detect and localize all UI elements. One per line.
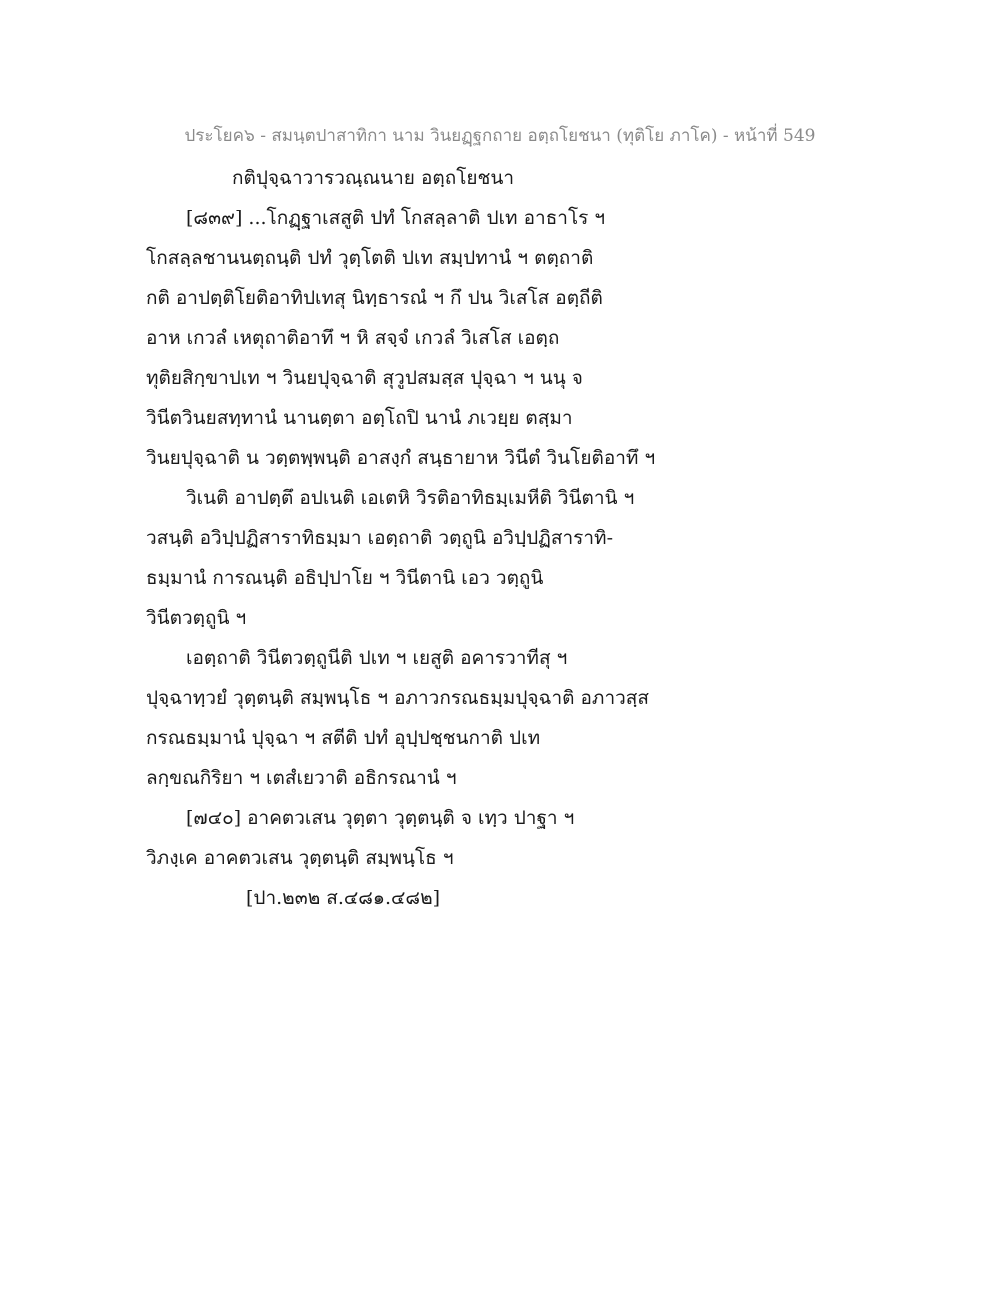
paragraph-line: [๗๔๐] อาคตวเสน วุตฺตา วุตฺตนฺติ จ เทฺว ปาฐา ฯ bbox=[186, 807, 575, 829]
paragraph-line: อาห เกวลํ เหตุถาติอาทึ ฯ หิ สจฺจํ เกวลํ วิเสโส เอตฺถ bbox=[146, 327, 560, 349]
paragraph-line: กติ อาปตฺติโยติอาทิปเทสุ นิทฺธารณํ ฯ กึ ปน วิเสโส อตฺถีติ bbox=[146, 287, 603, 309]
running-header: ประโยค๖ - สมนฺตปาสาทิกา นาม วินยฏฺฐกถาย อตฺถโยชนา (ทุติโย ภาโค) - หน้าที่ 549 bbox=[184, 126, 816, 146]
paragraph-line: วิเนติ อาปตฺตึ อปเนติ เอเตหิ วิรติอาทิธมฺเมหีติ วินีตานิ ฯ bbox=[186, 487, 635, 509]
paragraph-line: ธมฺมานํ การณนฺติ อธิปฺปาโย ฯ วินีตานิ เอว วตฺถูนิ bbox=[146, 567, 544, 589]
paragraph-line: ทุติยสิกฺขาปเท ฯ วินยปุจฺฉาติ สุวูปสมสฺส ปุจฺฉา ฯ นนุ จ bbox=[146, 367, 583, 389]
paragraph-line: วสนฺติ อวิปฺปฏิสาราทิธมฺมา เอตฺถาติ วตฺถูนิ อวิปฺปฏิสาราทิ- bbox=[146, 527, 613, 549]
paragraph-line: ปุจฺฉาทฺวยํ วุตฺตนฺติ สมฺพนฺโธ ฯ อภาวกรณธมฺมปุจฺฉาติ อภาวสฺส bbox=[146, 687, 649, 709]
paragraph-line: กรณธมฺมานํ ปุจฺฉา ฯ สตีติ ปทํ อุปฺปชฺชนกาติ ปเท bbox=[146, 727, 541, 749]
paragraph-line: ลกฺขณกิริยา ฯ เตสํเยวาติ อธิกรณานํ ฯ bbox=[146, 767, 457, 789]
body-text bbox=[146, 158, 706, 918]
section-heading: กติปุจฺฉาวารวณฺณนาย อตฺถโยชนา bbox=[232, 167, 515, 189]
paragraph-line: [๘๓๙] ...โกฏฺฐาเสสูติ ปทํ โกสลฺลาติ ปเท อาธาโร ฯ bbox=[186, 207, 606, 229]
paragraph-line: วิภงฺเค อาคตวเสน วุตฺตนฺติ สมฺพนฺโธ ฯ bbox=[146, 847, 454, 869]
paragraph-line: เอตฺถาติ วินีตวตฺถูนีติ ปเท ฯ เยสูติ อคารวาทีสุ ฯ bbox=[186, 647, 568, 669]
reference-note: [ปา.๒๓๒ ส.๔๘๑.๔๘๒] bbox=[246, 887, 441, 909]
paragraph-line: วินีตวินยสทฺทานํ นานตฺตา อตฺโถปิ นานํ ภเวยฺย ตสฺมา bbox=[146, 407, 573, 429]
paragraph-line: วินีตวตฺถูนิ ฯ bbox=[146, 607, 247, 629]
paragraph-line: โกสลฺลชานนตฺถนฺติ ปทํ วุตฺโตติ ปเท สมฺปทานํ ฯ ตตฺถาติ bbox=[146, 247, 594, 269]
paragraph-line: วินยปุจฺฉาติ น วตฺตพฺพนฺติ อาสงฺกํ สนฺธายาห วินีตํ วินโยติอาทึ ฯ bbox=[146, 447, 656, 469]
